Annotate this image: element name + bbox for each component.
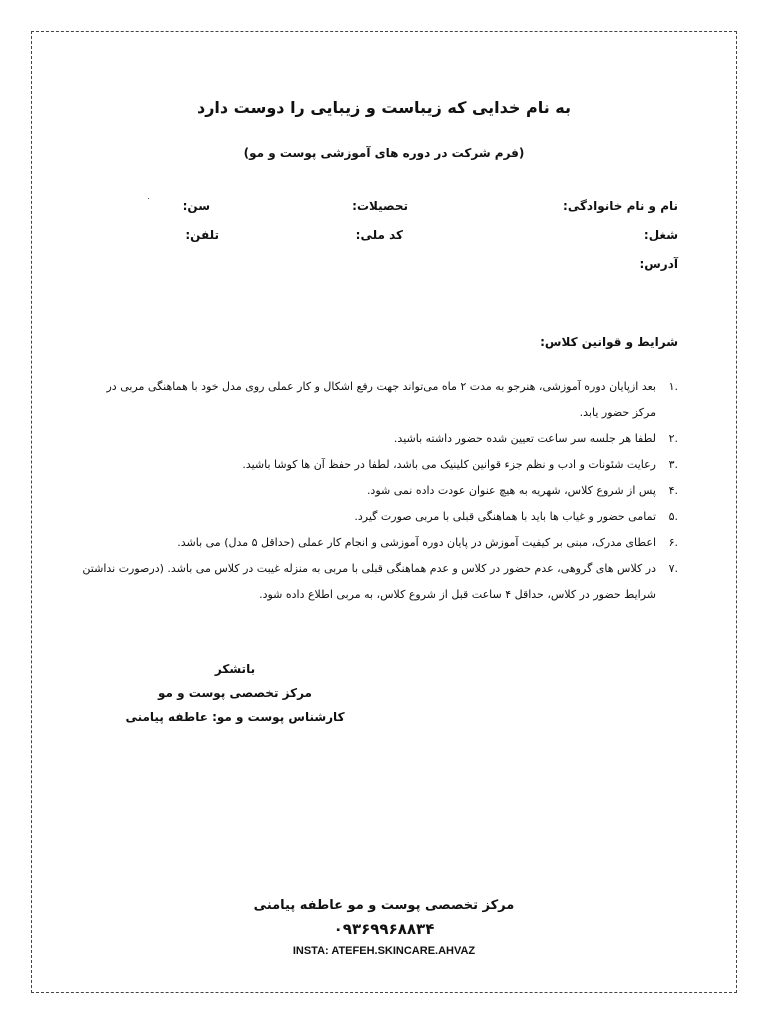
rule-number: .۶: [668, 536, 678, 549]
rule-item-2: [80, 426, 678, 452]
field-job-label: شغل:: [643, 228, 678, 242]
rule-number: .۷: [668, 562, 678, 575]
rule-number: .۱: [668, 380, 678, 393]
document-subtitle: (فرم شرکت در دوره های آموزشی پوست و مو): [243, 146, 525, 160]
rules-list: [80, 374, 678, 608]
signature-center: مرکز تخصصی پوست و مو: [158, 686, 312, 700]
rule-item-1: [80, 374, 678, 426]
rule-text: لطفا هر جلسه سر ساعت تعیین شده حضور داشته باشید.: [393, 432, 656, 445]
rule-text: پس از شروع کلاس، شهریه به هیچ عنوان عودت داده نمی شود.: [366, 484, 656, 497]
signature-block: [100, 657, 370, 729]
rule-text: رعایت شئونات و ادب و نظم جزء قوانین کلینیک می باشد، لطفا در حفظ آن ها کوشا باشید.: [242, 458, 656, 471]
document-title: به نام خدایی که زیباست و زیبایی را دوست دارد: [196, 98, 571, 117]
rule-item-6: [80, 530, 678, 556]
rule-item-7: [80, 556, 678, 608]
scan-speck: [148, 198, 149, 199]
field-education-label: تحصیلات:: [352, 199, 408, 213]
field-national-id-label: کد ملی:: [355, 228, 403, 242]
rule-text: تمامی حضور و غیاب ها باید با هماهنگی قبلی با مربی صورت گیرد.: [354, 510, 656, 523]
field-age-label: سن:: [182, 199, 210, 213]
rule-item-5: [80, 504, 678, 530]
rule-number: .۳: [668, 458, 678, 471]
footer-phone: ۰۹۳۶۹۹۶۸۸۳۴: [333, 920, 435, 938]
field-address-label: آدرس:: [639, 257, 678, 271]
rule-item-3: [80, 452, 678, 478]
rule-text: در کلاس های گروهی، عدم حضور در کلاس و عدم هماهنگی قبلی با مربی به منزله غیبت در کلاس می باشد. (درصورت نداشتن شرایط حضور در کلاس، حداقل ۴ ساعت قبل از شروع کلاس، به مربی اطلاع داده شود.: [82, 562, 656, 601]
rule-item-4: [80, 478, 678, 504]
rule-text: بعد ازپایان دوره آموزشی، هنرجو به مدت ۲ ماه می‌تواند جهت رفع اشکال و کار عملی روی مدل خود با هماهنگی مربی در مرکز حضور یابد.: [106, 380, 656, 419]
footer-instagram: INSTA: ATEFEH.SKINCARE.AHVAZ: [292, 945, 476, 957]
rule-number: .۴: [668, 484, 678, 497]
footer: [31, 894, 737, 962]
field-phone-label: تلفن:: [185, 228, 219, 242]
footer-center-name: مرکز تخصصی پوست و مو عاطفه پیامنی: [253, 898, 515, 913]
rule-text: اعطای مدرک، مبنی بر کیفیت آموزش در پایان دوره آموزشی و انجام کار عملی (حداقل ۵ مدل) می باشد.: [177, 536, 656, 549]
rule-number: .۵: [668, 510, 678, 523]
signature-thanks: باتشکر: [214, 662, 256, 676]
rule-number: .۲: [668, 432, 678, 445]
field-name-label: نام و نام خانوادگی:: [563, 199, 678, 213]
rules-heading: شرایط و قوانین کلاس:: [540, 335, 678, 349]
signature-expert: کارشناس پوست و مو: عاطفه پیامنی: [125, 710, 345, 724]
